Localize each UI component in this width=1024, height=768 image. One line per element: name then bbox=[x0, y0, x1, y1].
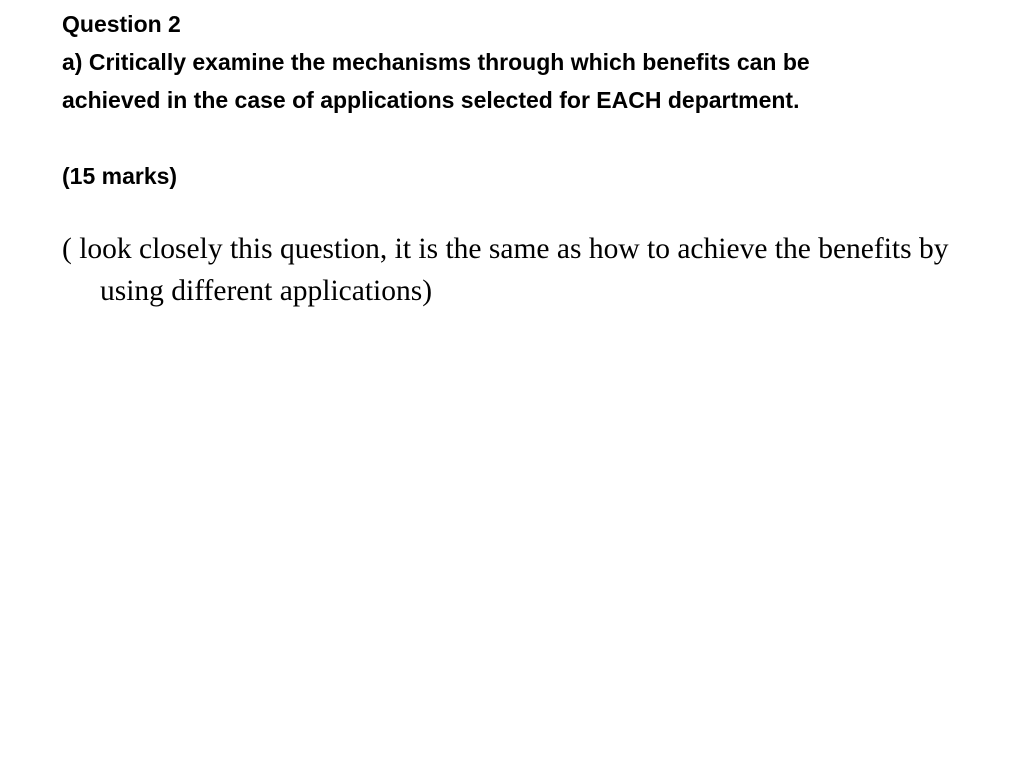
question-part-a-line-1: a) Critically examine the mechanisms through which benefits can be bbox=[62, 49, 810, 75]
hint-note: ( look closely this question, it is the same as how to achieve the benefits by using different applications) bbox=[62, 233, 949, 307]
question-title: Question 2 bbox=[62, 11, 181, 37]
question-part-a-line-2: achieved in the case of applications selected for EACH department. bbox=[62, 87, 800, 113]
question-block bbox=[62, 5, 982, 195]
question-marks: (15 marks) bbox=[62, 163, 178, 189]
blank-line bbox=[62, 119, 982, 157]
